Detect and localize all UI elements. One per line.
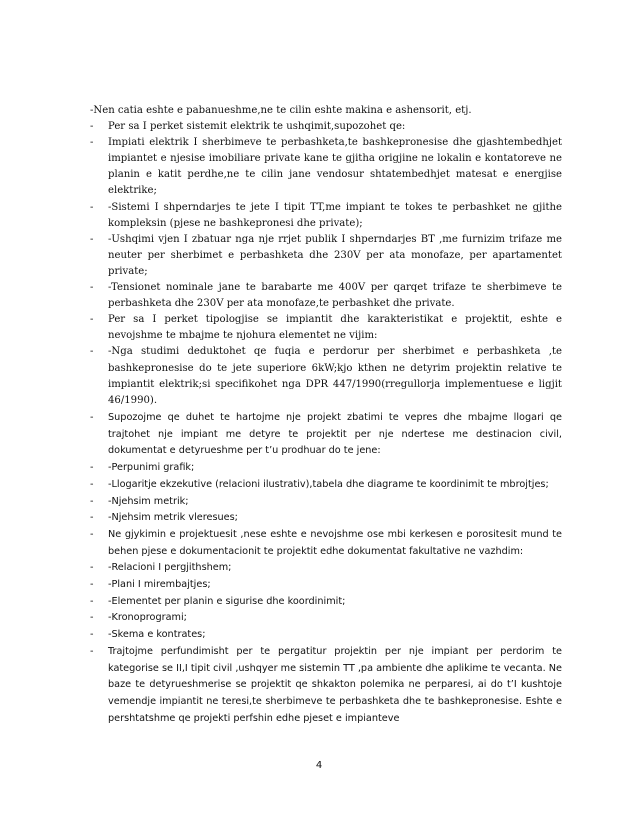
dash-bullet: - (90, 629, 94, 641)
list-item-text: Trajtojme perfundimisht per te pergatitur projektin per nje impiant per perdorim te kategorise se II,I tipit civil ,ushqyer me sistemin TT ,pa ambiente dhe aplikime te vecanta. Ne baze te detyrueshmerise se projektit qe shkakton polemika ne perparesi, ai do t’I kushtoje vemendje impiantit ne teresi,te sherbimeve te perbashketa dhe te bashkepronesise. Eshte e pershtatshme qe projekti perfshin edhe pjeset e impianteve (108, 645, 562, 724)
list-item (90, 560, 562, 577)
dash-bullet: - (90, 512, 94, 524)
list-item (90, 280, 562, 312)
list-item (90, 510, 562, 527)
list-item (90, 527, 562, 560)
dash-bullet: - (90, 478, 94, 490)
section-electrical-supply (90, 103, 562, 409)
page-number: 4 (315, 760, 323, 771)
list-item-text: -Sistemi I shperndarjes te jete I tipit TT,me impiant te tokes te perbashket ne gjithe kompleksin (pjese ne bashkepronesi dhe private); (108, 201, 562, 229)
list-item-text: Ne gjykimin e projektuesit ,nese eshte e nevojshme ose mbi kerkesen e porositesit mund te behen pjese e dokumentacionit te projektit edhe dokumentat fakultative ne vazhdim: (108, 528, 562, 557)
list-item (90, 460, 562, 477)
list-item-text: Impiati elektrik I sherbimeve te perbashketa,te bashkepronesise dhe gjashtembedhjet impiantet e njesise imobiliare private kane te gjitha origjine ne lokalin e kontatoreve ne planin e katit perdhe,ne te cilin jane vendosur shtatembedhjet matesat e energjise elektrike; (108, 137, 562, 197)
list-item-text: -Njehsim metrik; (108, 495, 189, 507)
list-item-text: Supozojme qe duhet te hartojme nje projekt zbatimi te vepres dhe mbajme llogari qe trajtohet nje impiant me detyre te projektit per nje ndertese me destinacion civil, dokumentat e detyrueshme per t’u prodhuar do te jene: (108, 412, 562, 457)
dash-bullet: - (90, 121, 94, 133)
dash-bullet: - (90, 137, 94, 149)
section-project-documents (90, 410, 562, 727)
first-line: -Nen catia eshte e pabanueshme,ne te cilin eshte makina e ashensorit, etj. (90, 105, 472, 116)
dash-bullet: - (90, 462, 94, 474)
dash-bullet: - (90, 201, 94, 213)
dash-bullet: - (90, 612, 94, 624)
dash-bullet: - (90, 562, 94, 574)
list-item-text: Per sa I perket sistemit elektrik te ushqimit,supozohet qe: (108, 121, 406, 133)
list-item-text: -Skema e kontrates; (108, 629, 206, 641)
dash-bullet: - (90, 495, 94, 507)
dash-bullet: - (90, 528, 94, 540)
list-item (90, 644, 562, 728)
dash-bullet: - (90, 346, 94, 358)
list-item-text: -Nga studimi deduktohet qe fuqia e perdorur per sherbimet e perbashketa ,te bashkepronesise do te jete superiore 6kW;kjo kthen ne detyrim projektin relative te impiantit elektrik;si specifikohet nga DPR 447/1990(rregullorja implementuese e ligjit 46/1990). (108, 346, 562, 406)
dash-bullet: - (90, 282, 94, 294)
section2-list (90, 410, 562, 727)
list-item-text: -Relacioni I pergjithshem; (108, 562, 232, 574)
list-item (90, 627, 562, 644)
list-item-text: -Llogaritje ekzekutive (relacioni ilustrativ),tabela dhe diagrame te koordinimit te mbrojtjes; (108, 478, 549, 490)
dash-bullet: - (90, 645, 94, 657)
list-item-text: -Tensionet nominale jane te barabarte me 400V per qarqet trifaze te sherbimeve te perbashketa dhe 230V per ata monofaze,te perbashket dhe private. (108, 282, 562, 310)
list-item-text: -Perpunimi grafik; (108, 462, 195, 474)
list-item-text: Per sa I perket tipologjise se impiantit dhe karakteristikat e projektit, eshte e nevojshme te mbajme te njohura elementet ne vijim: (108, 314, 562, 342)
list-item-text: -Plani I mirembajtjes; (108, 579, 211, 591)
list-item (90, 577, 562, 594)
dash-bullet: - (90, 579, 94, 591)
dash-bullet: - (90, 314, 94, 326)
list-item (90, 232, 562, 280)
list-item (90, 594, 562, 611)
list-item (90, 610, 562, 627)
list-item-text: -Elementet per planin e sigurise dhe koordinimit; (108, 595, 346, 607)
list-item (90, 494, 562, 511)
dash-bullet: - (90, 412, 94, 423)
list-item-text: -Ushqimi vjen I zbatuar nga nje rrjet publik I shperndarjes BT ,me furnizim trifaze me neuter per sherbimet e perbashketa dhe 230V per ata monofaze, per apartamentet private; (108, 233, 562, 277)
list-item (90, 477, 562, 494)
list-item-text: -Kronoprogrami; (108, 612, 187, 624)
list-item (90, 410, 562, 460)
list-item (90, 119, 562, 135)
list-item (90, 135, 562, 199)
dash-bullet: - (90, 233, 94, 245)
list-item (90, 344, 562, 408)
section1-list (90, 119, 562, 409)
dash-bullet: - (90, 595, 94, 607)
list-item-text: -Njehsim metrik vleresues; (108, 512, 238, 524)
list-item (90, 200, 562, 232)
list-item (90, 312, 562, 344)
